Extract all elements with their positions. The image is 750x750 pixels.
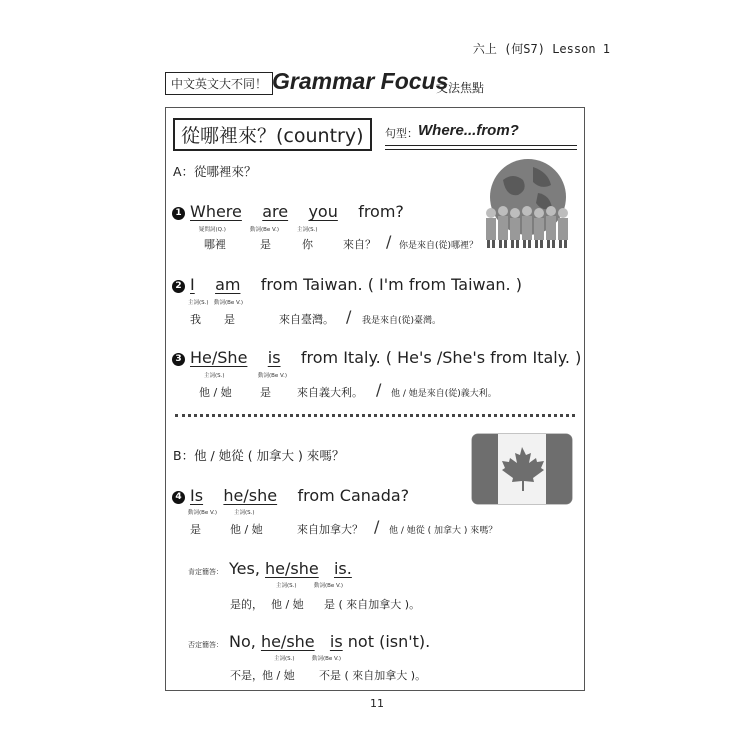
- zh-3a: 他 / 她: [199, 386, 232, 399]
- word-heshe: he/she: [223, 486, 278, 505]
- divider-slash: /: [346, 307, 352, 326]
- zh-4-full: 他 / 她從 ( 加拿大 ) 來嗎？: [389, 526, 498, 536]
- tag-s: 主詞(S.): [297, 227, 318, 233]
- tag-s: 主詞(S.): [274, 656, 295, 662]
- zh-2c: 來自臺灣。: [279, 313, 334, 326]
- number-badge-2: 2: [172, 280, 185, 293]
- zh-2a: 我: [190, 313, 201, 326]
- canada-flag-icon: [471, 433, 573, 505]
- page-number: 11: [370, 697, 384, 710]
- zh-4c: 來自加拿大？: [297, 523, 363, 536]
- word-heshe: He/She: [190, 348, 248, 367]
- zh-1a: 哪裡: [204, 238, 226, 251]
- tag-bev: 動詞(Be V.): [214, 300, 243, 306]
- pattern-underline: [385, 145, 577, 150]
- tag-q: 疑問詞(Q.): [199, 227, 226, 233]
- positive-answer-label: 肯定簡答：: [188, 568, 223, 576]
- zh-yes-b: 他 / 她: [271, 598, 304, 611]
- pattern-label: 句型：: [385, 127, 418, 140]
- zh-no-c: 不是 ( 來自加拿大 )。: [319, 669, 427, 682]
- word-where: Where: [190, 202, 242, 221]
- tag-s: 主詞(S.): [276, 583, 297, 589]
- word-rest: from Canada?: [297, 486, 410, 505]
- zh-4a: 是: [190, 523, 201, 536]
- zh-yes-a: 是的，: [230, 598, 263, 611]
- tag-s: 主詞(S.): [204, 373, 225, 379]
- globe-kids-illustration: [483, 155, 573, 250]
- page-title: Grammar Focus: [272, 68, 449, 94]
- number-badge-1: 1: [172, 207, 185, 220]
- word-rest: not (isn't).: [347, 632, 431, 651]
- negative-answer: [229, 632, 430, 651]
- word-i: I: [190, 275, 195, 294]
- tag-bev: 動詞(Be V.): [312, 656, 341, 662]
- number-badge-3: 3: [172, 353, 185, 366]
- sentence-2: [172, 275, 522, 294]
- lesson-header: 六上 (何S7) Lesson 1: [472, 42, 610, 56]
- tag-bev: 動詞(Be V.): [314, 583, 343, 589]
- prompt-a: A：從哪裡來？: [173, 164, 257, 179]
- zh-4b: 他 / 她: [230, 523, 263, 536]
- word-is: is: [267, 348, 281, 367]
- sentence-1: [172, 202, 404, 221]
- word-rest: from Taiwan. ( I'm from Taiwan. ): [260, 275, 522, 294]
- tag-bev: 動詞(Be V.): [258, 373, 287, 379]
- sentence-4: [172, 486, 409, 505]
- tag-bev: 動詞(Be V.): [188, 510, 217, 516]
- word-are: are: [262, 202, 289, 221]
- header-tag: 中文英文大不同！: [165, 72, 273, 95]
- zh-1-full: 你是來自(從)哪裡？: [399, 241, 479, 251]
- section-title: 從哪裡來？(country): [173, 118, 372, 151]
- zh-3c: 來自義大利。: [297, 386, 363, 399]
- word-yes: Yes,: [229, 559, 260, 578]
- tag-bev: 動詞(Be V.): [250, 227, 279, 233]
- page-subtitle: 文法焦點: [436, 81, 485, 95]
- zh-2b: 是: [224, 313, 235, 326]
- zh-yes-c: 是 ( 來自加拿大 )。: [324, 598, 421, 611]
- negative-answer-label: 否定簡答：: [188, 641, 223, 649]
- positive-answer: [229, 559, 352, 578]
- prompt-b: B：他 / 她從 ( 加拿大 ) 來嗎？: [173, 448, 345, 463]
- tag-s: 主詞(S.): [234, 510, 255, 516]
- sentence-3: [172, 348, 581, 367]
- zh-3-full: 他 / 她是來自(從)義大利。: [391, 389, 497, 399]
- zh-2-full: 我是來自(從)臺灣。: [362, 316, 442, 326]
- word-is: is: [329, 632, 343, 651]
- section-divider: [175, 414, 575, 417]
- divider-slash: /: [386, 232, 392, 251]
- word-heshe: he/she: [260, 632, 315, 651]
- zh-no-b: 他 / 她: [262, 669, 295, 682]
- zh-3b: 是: [260, 386, 271, 399]
- word-rest: from Italy. ( He's /She's from Italy. ): [300, 348, 582, 367]
- zh-1c: 你: [302, 238, 313, 251]
- number-badge-4: 4: [172, 491, 185, 504]
- zh-1b: 是: [260, 238, 271, 251]
- word-rest: from?: [358, 202, 404, 221]
- word-you: you: [308, 202, 338, 221]
- divider-slash: /: [376, 380, 382, 399]
- zh-1d: 來自？: [343, 238, 376, 251]
- word-heshe: he/she: [265, 559, 319, 578]
- word-no: No,: [229, 632, 256, 651]
- zh-no-a: 不是，: [230, 669, 263, 682]
- tag-s: 主詞(S.): [188, 300, 209, 306]
- word-is: Is: [190, 486, 204, 505]
- word-is: is.: [333, 559, 352, 578]
- pattern-text: Where...from?: [418, 122, 519, 139]
- divider-slash: /: [374, 517, 380, 536]
- word-am: am: [215, 275, 241, 294]
